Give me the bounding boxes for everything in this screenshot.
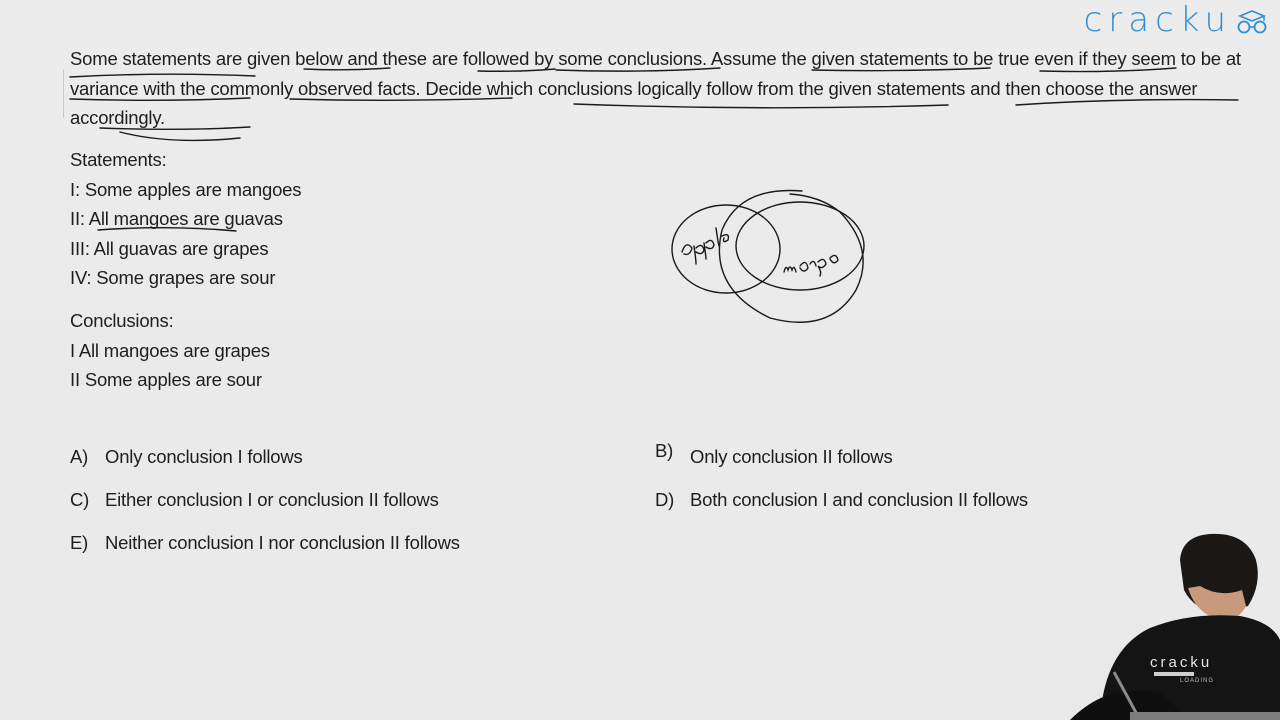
cracku-logo	[1084, 0, 1270, 40]
conclusions-block	[70, 306, 270, 395]
outer-circle	[719, 190, 863, 322]
statement-1: I: Some apples are mangoes	[70, 178, 302, 200]
conclusions-title: Conclusions:	[70, 310, 174, 331]
logo-text: cracku	[1083, 0, 1232, 40]
option-text: Only conclusion II follows	[690, 446, 893, 467]
question-instructions: Some statements are given below and these are followed by some conclusions. Assume the given statements to be true even if they seem to be at variance with the commonly observed facts. Decide which conclusions logically follow from the given statements and then choose the answer accordingly.	[70, 48, 1241, 128]
presenter-video	[1070, 530, 1280, 720]
mango-circle	[736, 202, 864, 290]
option-text: Only conclusion I follows	[105, 446, 303, 467]
option-letter: A)	[70, 446, 89, 467]
graduation-glasses-icon	[1234, 10, 1270, 34]
option-letter: D)	[655, 489, 675, 510]
option-letter: E)	[70, 532, 89, 553]
option-e[interactable]	[70, 532, 460, 554]
statements-title: Statements:	[70, 149, 167, 170]
option-text: Neither conclusion I nor conclusion II follows	[105, 532, 460, 553]
option-letter: C)	[70, 489, 90, 510]
paragraph-rule	[63, 70, 64, 118]
conclusion-1: I All mangoes are grapes	[70, 339, 270, 361]
option-text: Both conclusion I and conclusion II follows	[690, 489, 1028, 510]
statement-2: II: All mangoes are guavas	[70, 208, 283, 230]
shirt-logo-text: cracku	[1150, 654, 1213, 671]
option-text: Either conclusion I or conclusion II follows	[105, 489, 439, 510]
apple-label	[682, 228, 728, 264]
option-b[interactable]	[655, 440, 893, 468]
option-d[interactable]	[655, 489, 1028, 511]
option-a[interactable]	[70, 446, 303, 468]
statement-4: IV: Some grapes are sour	[70, 267, 276, 289]
underline-mark	[120, 132, 240, 140]
option-letter: B)	[655, 440, 674, 461]
statements-block	[70, 145, 301, 293]
shirt-subtext: LOADING	[1180, 678, 1215, 684]
conclusion-2: II Some apples are sour	[70, 369, 262, 391]
option-c[interactable]	[70, 489, 439, 511]
statement-3: III: All guavas are grapes	[70, 237, 269, 259]
apple-circle	[672, 205, 780, 293]
mango-label	[784, 255, 838, 276]
